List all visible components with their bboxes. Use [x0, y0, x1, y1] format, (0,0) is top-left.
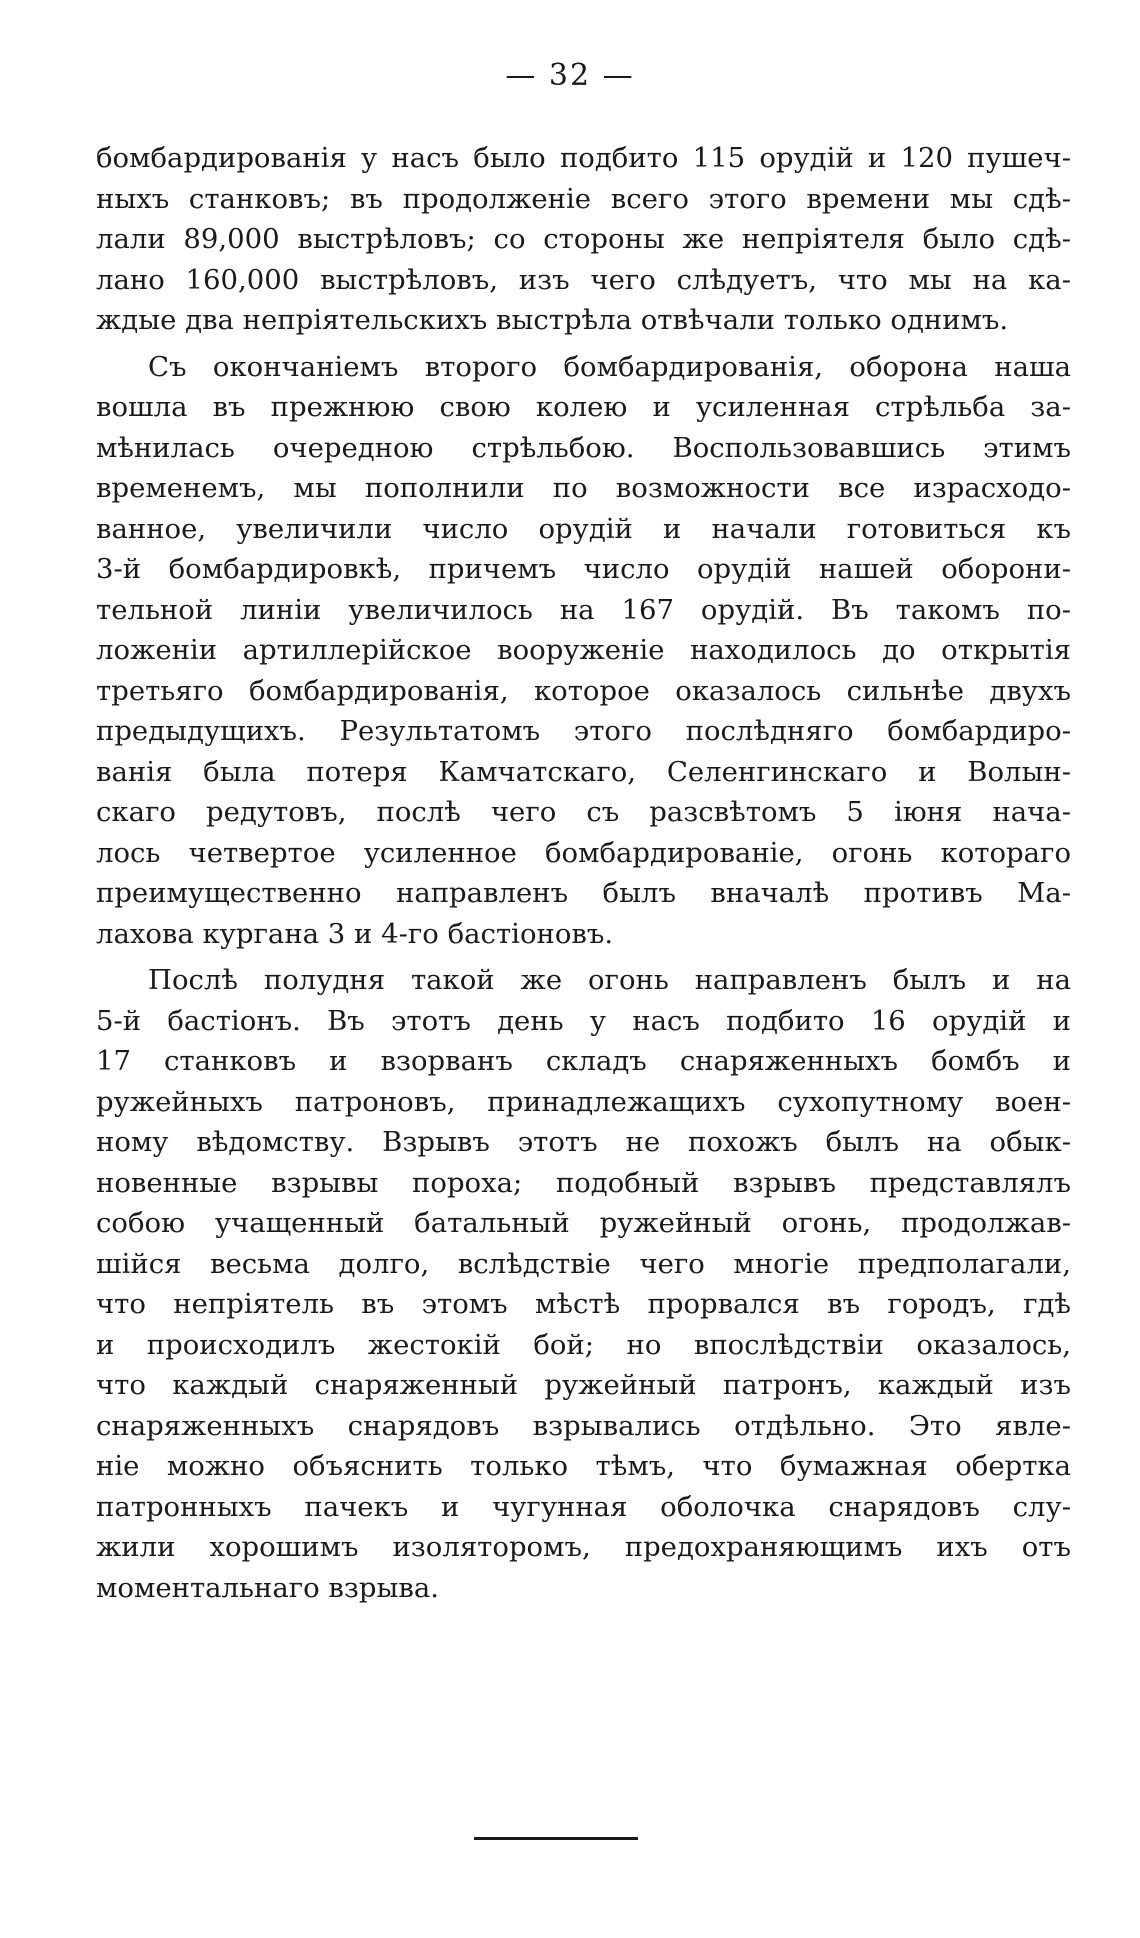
text-line: преимущественно направленъ былъ вначалѣ противъ Ма- [96, 877, 1071, 909]
text-line: собою учащенный батальный ружейный огонь, продолжав- [96, 1207, 1071, 1239]
text-line: ніе можно объяснить только тѣмъ, что бумажная обертка [96, 1450, 1071, 1482]
text-line: предыдущихъ. Результатомъ этого послѣдняго бомбардиро- [96, 715, 1071, 747]
text-line: и происходилъ жестокій бой; но впослѣдствіи оказалось, [96, 1328, 1071, 1361]
text-line: вошла въ прежнюю свою колею и усиленная стрѣльба за- [96, 391, 1071, 423]
text-line: третьяго бомбардированія, которое оказалось сильнѣе двухъ [96, 674, 1071, 707]
text-line: 17 станковъ и взорванъ складъ снаряженныхъ бомбъ и [96, 1045, 1071, 1077]
text-line: лано 160,000 выстрѣловъ, изъ чего слѣдуетъ, что мы на ка- [96, 263, 1071, 296]
text-line: Послѣ полудня такой же огонь направленъ былъ и на [148, 964, 1071, 996]
text-line: временемъ, мы пополнили по возможности все израсходо- [96, 472, 1071, 504]
text-line: Съ окончаніемъ второго бомбардированія, оборона наша [148, 350, 1071, 383]
text-line: 3-й бомбардировкѣ, причемъ число орудій нашей оборони- [96, 553, 1071, 585]
text-line: патронныхъ пачекъ и чугунная оболочка снарядовъ слу- [96, 1490, 1071, 1523]
text-line: ванія была потеря Камчатскаго, Селенгинскаго и Волын- [96, 755, 1071, 788]
paragraph-1 [96, 138, 1071, 341]
text-line: мѣнилась очередною стрѣльбою. Воспользовавшись этимъ [96, 431, 1071, 464]
text-line: что каждый снаряженный ружейный патронъ, каждый изъ [96, 1369, 1071, 1401]
text-line: что непріятель въ этомъ мѣстѣ прорвался въ городъ, гдѣ [96, 1288, 1071, 1320]
text-line: 5-й бастіонъ. Въ этотъ день у насъ подбито 16 орудій и [96, 1004, 1071, 1037]
text-line: ному вѣдомству. Взрывъ этотъ не похожъ былъ на обык- [96, 1126, 1071, 1158]
text-line: скаго редутовъ, послѣ чего съ разсвѣтомъ 5 іюня нача- [96, 796, 1071, 828]
text-line: ружейныхъ патроновъ, принадлежащихъ сухопутному воен- [96, 1085, 1071, 1118]
text-line: ложеніи артиллерійское вооруженіе находилось до открытія [96, 634, 1071, 666]
text-line: шійся весьма долго, вслѣдствіе чего многіе предполагали, [96, 1247, 1071, 1280]
text-line: лали 89,000 выстрѣловъ; со стороны же непріятеля было сдѣ- [96, 223, 1071, 255]
body-text [96, 138, 1071, 1608]
text-line: тельной линіи увеличилось на 167 орудій. Въ такомъ по- [96, 593, 1071, 626]
page-number: — 32 — [505, 58, 635, 93]
text-line: бомбардированія у насъ было подбито 115 орудій и 120 пушеч- [96, 142, 1071, 174]
text-line: жили хорошимъ изоляторомъ, предохраняющимъ ихъ отъ [96, 1531, 1071, 1563]
text-line: ванное, увеличили число орудій и начали готовиться къ [96, 512, 1071, 545]
end-rule [474, 1837, 638, 1840]
text-line: ныхъ станковъ; въ продолженіе всего этого времени мы сдѣ- [96, 182, 1071, 215]
text-line: моментальнаго взрыва. [96, 1571, 440, 1604]
text-line: снаряженныхъ снарядовъ взрывались отдѣльно. Это явле- [96, 1409, 1071, 1442]
text-line: ждые два непріятельскихъ выстрѣла отвѣчали только однимъ. [96, 304, 1009, 336]
text-line: лахова кургана 3 и 4-го бастіоновъ. [96, 917, 614, 950]
paragraph-3 [96, 960, 1071, 1608]
text-line: новенные взрывы пороха; подобный взрывъ представлялъ [96, 1166, 1071, 1199]
text-line: лось четвертое усиленное бомбардированіе, огонь котораго [96, 836, 1071, 869]
paragraph-2 [96, 347, 1071, 955]
